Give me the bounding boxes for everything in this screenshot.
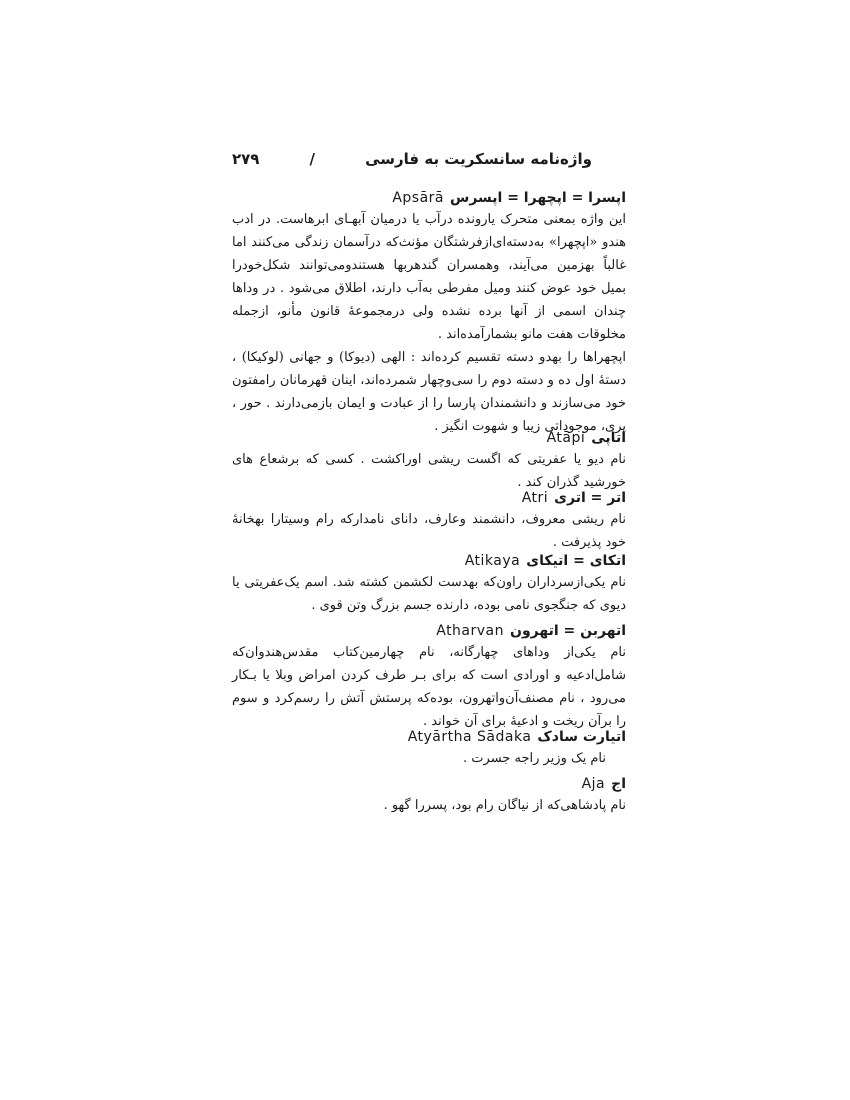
header-separator: / xyxy=(309,150,316,168)
running-title: واژه‌نامه سانسکریت به فارسی xyxy=(365,150,592,168)
page-number: ۲۷۹ xyxy=(232,150,260,168)
dictionary-entry xyxy=(232,490,626,554)
headword-latin: Apsārā xyxy=(392,190,444,206)
definition-paragraph: نام پادشاهی‌که از نیاگان رام بود، پسررا گهو . xyxy=(383,798,626,813)
entry-headword xyxy=(232,490,626,506)
headword-persian: اپسرا = اپچهرا = اپسرس xyxy=(450,190,626,206)
dictionary-entry xyxy=(232,430,626,494)
page-header xyxy=(232,150,592,168)
headword-latin: Atāpi xyxy=(546,430,586,446)
headword-persian: اتاپی xyxy=(591,430,626,446)
entry-headword xyxy=(232,776,626,792)
headword-latin: Aja xyxy=(581,776,606,792)
entry-definition xyxy=(232,448,626,494)
entry-definition xyxy=(232,571,626,617)
definition-paragraph: نام دیو یا عفریتی که اگست ریشی اوراکشت . کسی که برشعاع های خورشید گذران کند . xyxy=(232,452,626,490)
entry-headword xyxy=(232,729,626,745)
headword-persian: اتر = اتری xyxy=(554,490,626,506)
dictionary-entry xyxy=(232,623,626,733)
entry-definition xyxy=(232,747,626,770)
entry-definition xyxy=(232,641,626,733)
headword-persian: اتهربن = اتهرون xyxy=(510,623,626,639)
headword-latin: Atyārtha Sādaka xyxy=(407,729,532,745)
entry-headword xyxy=(232,553,626,569)
entry-definition xyxy=(232,794,626,817)
dictionary-entry xyxy=(232,776,626,817)
entry-definition xyxy=(232,508,626,554)
definition-paragraph: نام یکی‌ازسرداران راون‌که بهدست لکشمن کشته شد. اسم یک‌عفریتی یا دیوی که جنگجوی نامی بوده، دارنده جسم بزرگ وتن قوی . xyxy=(232,575,626,613)
entry-definition xyxy=(232,208,626,438)
headword-latin: Atikaya xyxy=(464,553,521,569)
definition-paragraph: اپچهراها را بهدو دسته تقسیم کرده‌اند : الهی (دیوکا) و جهانی (لوکیکا) ، دستهٔ اول ده و دسته دوم را سی‌وچهار شمرده‌اند، اینان قهرمانان رامفتون خود می‌سازند و دانشمندان پارسا را از عبادت و ایمان بازمی‌دارند . حور ، پری، موجوداتی زیبا و شهوت انگیز . xyxy=(232,350,626,434)
headword-latin: Atharvan xyxy=(436,623,504,639)
entry-headword xyxy=(232,190,626,206)
headword-persian: اتیارت سادک xyxy=(537,729,626,745)
dictionary-entry xyxy=(232,190,626,438)
definition-paragraph: این واژه بمعنی متحرک یارونده درآب یا درمیان آبهـای ابرهاست. در ادب هندو «اپچهرا» به‌دسته‌ای‌ازفرشتگان مؤنث‌که درآسمان زندگی می‌کنند اما غالباً بهزمین می‌آیند، وهمسران گندهربها هستندومی‌توانند شکل‌خودرا بمیل خود عوض کنند ومیل مفرطی به‌آب دارند، اطلاق می‌شود . در وداها چندان اسمی از آنها برده نشده ولی درمجموعهٔ قانون مأنو، ازجمله مخلوقات هفت مانو بشمارآمده‌اند . xyxy=(232,212,626,342)
dictionary-entry xyxy=(232,553,626,617)
definition-paragraph: نام یکی‌از وداهای چهارگانه، نام چهارمین‌کتاب مقدس‌هندوان‌که شامل‌ادعیه و اورادی است که برای بـر طرف کردن امراض وبلا یا بـکار می‌رود ، نام مصنف‌آن‌واتهرون، بوده‌که پرستش آتش را رسم‌کرد و سوم را برآن ریخت و ادعیهٔ برای آن خواند . xyxy=(232,645,626,729)
headword-latin: Atri xyxy=(521,490,549,506)
entry-headword xyxy=(232,623,626,639)
definition-paragraph: نام ریشی معروف، دانشمند وعارف، دانای نامدارکه رام وسیتارا بهخانهٔ خود پذیرفت . xyxy=(232,512,626,550)
headword-persian: اتکای = اتیکای xyxy=(526,553,626,569)
headword-persian: اج xyxy=(611,776,626,792)
entry-headword xyxy=(232,430,626,446)
dictionary-entry xyxy=(232,729,626,770)
definition-paragraph: نام یک وزیر راجه جسرت . xyxy=(463,751,606,766)
